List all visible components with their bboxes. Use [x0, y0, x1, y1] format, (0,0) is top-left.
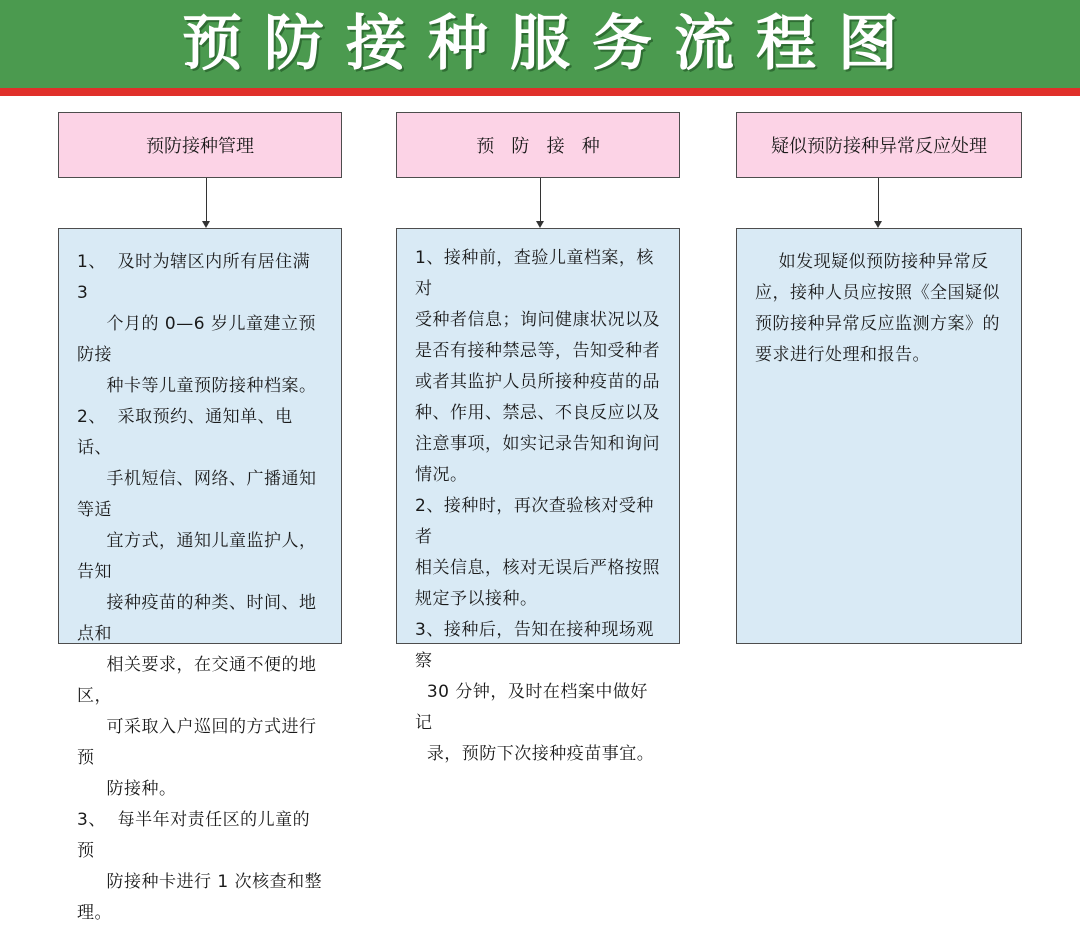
text-line: 相关要求，在交通不便的地区，	[77, 655, 317, 706]
text-line: 如发现疑似预防接种异常反	[755, 252, 989, 272]
header-label-management: 预防接种管理	[146, 136, 254, 157]
text-line: 可采取入户巡回的方式进行预	[77, 717, 317, 768]
text-line: 注意事项，如实记录告知和询问	[415, 434, 660, 454]
text-line: 2、接种时，再次查验核对受种者	[415, 496, 654, 547]
arrow-down-icon	[536, 221, 544, 228]
text-line: 30 分钟，及时在档案中做好记	[415, 682, 648, 733]
header-box-management	[58, 112, 342, 178]
text-line: 接种疫苗的种类、时间、地点和	[77, 593, 317, 644]
text-line: 种、作用、禁忌、不良反应以及	[415, 403, 660, 423]
content-box-adverse-reaction	[736, 228, 1022, 644]
arrow-down-icon	[202, 221, 210, 228]
text-line: 手机短信、网络、广播通知等适	[77, 469, 317, 520]
header-box-vaccination	[396, 112, 680, 178]
text-line: 要求进行处理和报告。	[755, 345, 930, 365]
text-line: 3、 每半年对责任区的儿童的预	[77, 810, 311, 861]
text-line: 个月的 0—6 岁儿童建立预防接	[77, 314, 316, 365]
text-line: 预防接种异常反应监测方案》的	[755, 314, 1000, 334]
text-line: 应，接种人员应按照《全国疑似	[755, 283, 1000, 303]
text-line: 规定予以接种。	[415, 589, 538, 609]
text-line: 受种者信息；询问健康状况以及	[415, 310, 660, 330]
connector-line-1	[206, 178, 207, 222]
banner-red-stripe	[0, 88, 1080, 96]
text-line: 是否有接种禁忌等，告知受种者	[415, 341, 660, 361]
arrow-down-icon	[874, 221, 882, 228]
header-label-vaccination: 预 防 接 种	[476, 136, 600, 157]
text-line: 防接种。	[77, 779, 177, 799]
page-title: 预防接种服务流程图	[182, 9, 920, 79]
header-label-adverse-reaction: 疑似预防接种异常反应处理	[771, 136, 987, 157]
content-box-vaccination	[396, 228, 680, 764]
content-box-management	[58, 228, 342, 923]
text-line: 录，预防下次接种疫苗事宜。	[415, 744, 655, 764]
connector-line-3	[878, 178, 879, 222]
text-line: 宜方式，通知儿童监护人，告知	[77, 531, 317, 582]
header-box-adverse-reaction	[736, 112, 1022, 178]
text-line: 相关信息，核对无误后严格按照	[415, 558, 660, 578]
text-line: 或者其监护人员所接种疫苗的品	[415, 372, 660, 392]
connector-line-2	[540, 178, 541, 222]
text-line: 防接种卡进行 1 次核查和整理。	[77, 872, 323, 923]
text-line: 2、 采取预约、通知单、电话、	[77, 407, 293, 458]
text-line: 1、接种前，查验儿童档案，核对	[415, 248, 654, 299]
text-line: 1、 及时为辖区内所有居住满 3	[77, 252, 317, 303]
text-line: 3、接种后，告知在接种现场观察	[415, 620, 654, 671]
text-line: 种卡等儿童预防接种档案。	[77, 376, 317, 396]
text-line: 情况。	[415, 465, 468, 485]
